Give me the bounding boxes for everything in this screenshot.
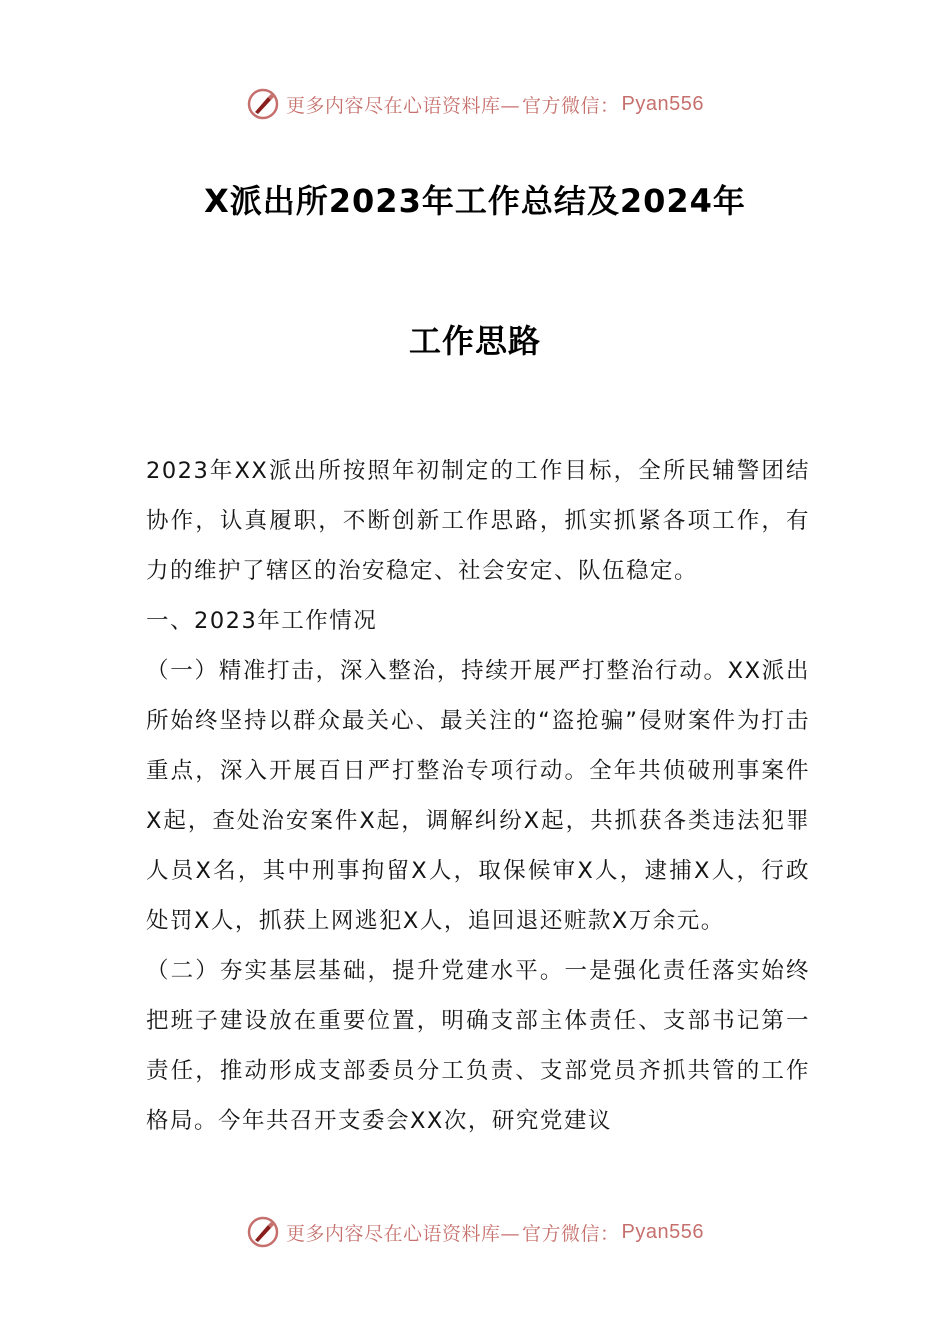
watermark-wechat-id: Pyan556 — [621, 92, 704, 115]
document-title-line2: 工作思路 — [408, 322, 541, 360]
pen-logo-icon — [246, 1215, 280, 1249]
header-watermark — [0, 84, 950, 124]
watermark-text: 更多内容尽在心语资料库— — [286, 1222, 521, 1245]
watermark-wechat-label: 官方微信： — [522, 1222, 620, 1245]
paragraph-intro: 2023年XX派出所按照年初制定的工作目标，全所民辅警团结协作，认真履职，不断创新工作思路，抓实抓紧各项工作，有力的维护了辖区的治安稳定、社会安定、队伍稳定。 — [146, 458, 810, 584]
document-title-line1: X派出所2023年工作总结及2024年 — [204, 182, 746, 220]
footer-watermark — [0, 1212, 950, 1252]
watermark-wechat-label: 官方微信： — [522, 94, 620, 117]
pen-logo-icon — [246, 87, 280, 121]
document-body — [146, 446, 810, 1146]
paragraph-strike: （一）精准打击，深入整治，持续开展严打整治行动。XX派出所始终坚持以群众最关心、最关注的“盗抢骗”侵财案件为打击重点，深入开展百日严打整治专项行动。全年共侦破刑事案件X起，查处治安案件X起，调解纠纷X起，共抓获各类违法犯罪人员X名，其中刑事拘留X人，取保候审X人，逮捕X人，行政处罚X人，抓获上网逃犯X人，追回退还赃款X万余元。 — [146, 658, 810, 934]
section-heading: 一、2023年工作情况 — [146, 608, 378, 634]
watermark-wechat-id: Pyan556 — [621, 1220, 704, 1243]
paragraph-party-building: （二）夯实基层基础，提升党建水平。一是强化责任落实始终把班子建设放在重要位置，明确支部主体责任、支部书记第一责任，推动形成支部委员分工负责、支部党员齐抓共管的工作格局。今年共召开支委会XX次，研究党建议 — [146, 958, 810, 1134]
watermark-text: 更多内容尽在心语资料库— — [286, 94, 521, 117]
